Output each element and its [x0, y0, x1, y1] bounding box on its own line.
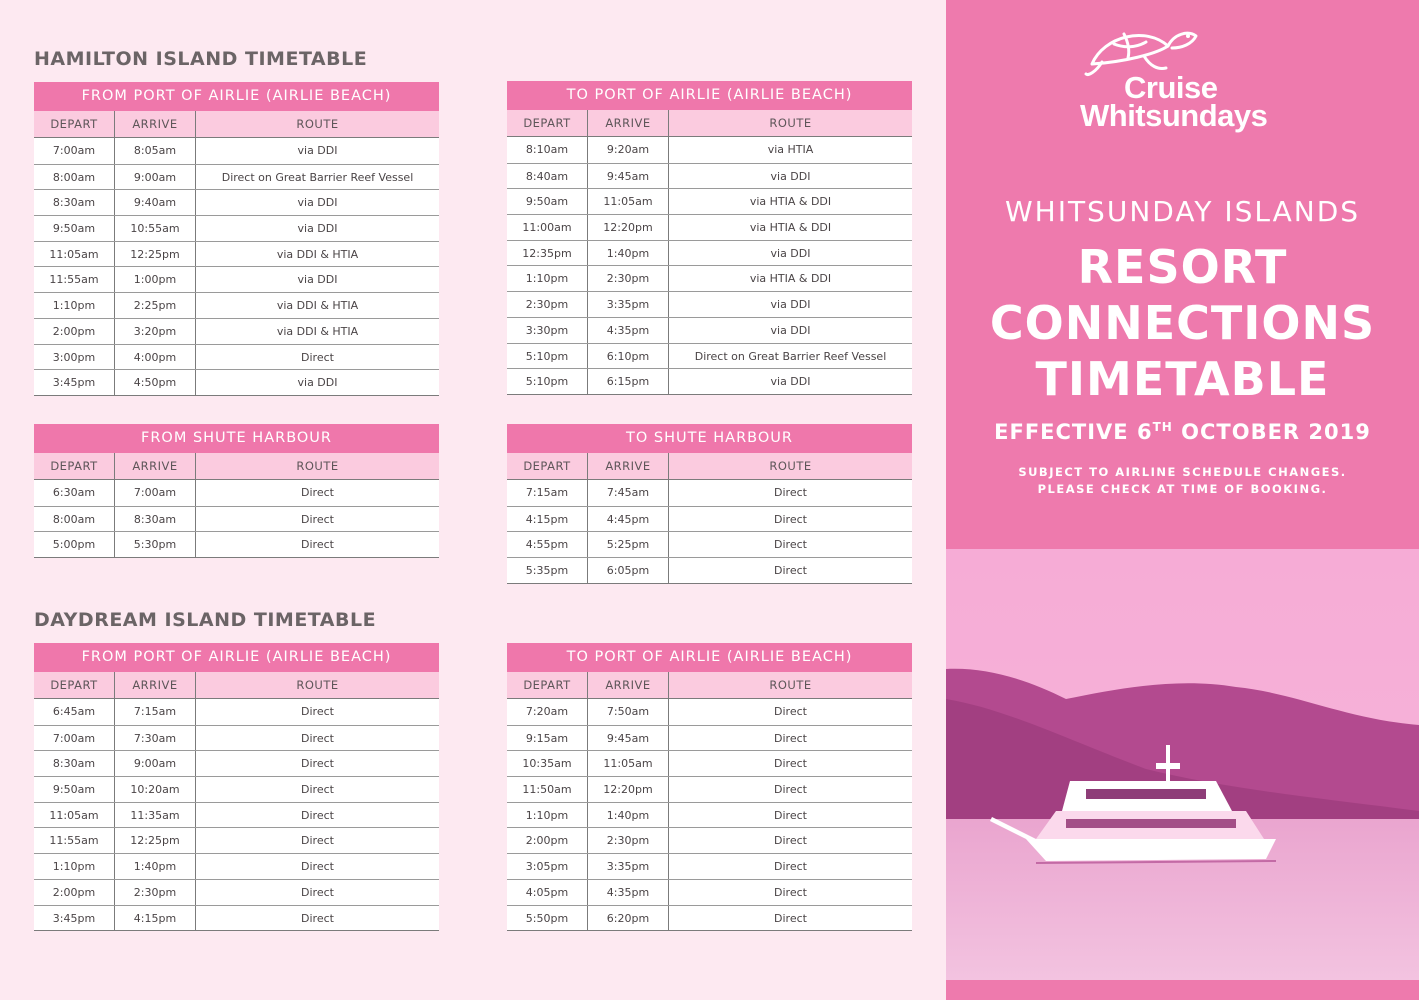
arrive-time: 3:20pm	[115, 319, 196, 344]
route-cell: Direct	[774, 564, 807, 578]
depart-time: 2:00pm	[34, 319, 115, 344]
table-row	[507, 317, 912, 343]
arrive-time: 1:40pm	[588, 241, 669, 266]
route-cell: via DDI	[297, 144, 338, 157]
table-row	[34, 506, 439, 532]
table-row	[34, 266, 439, 292]
route-cell: Direct	[301, 705, 334, 718]
table-row	[34, 531, 439, 557]
depart-time: 7:00am	[34, 138, 115, 164]
table-row	[507, 163, 912, 189]
table-row	[507, 506, 912, 532]
depart-time: 7:20am	[507, 699, 588, 725]
route-cell: Direct	[774, 885, 807, 899]
route-cell: Direct	[301, 911, 334, 925]
effective-sup: TH	[1152, 420, 1173, 434]
depart-time: 9:50am	[34, 777, 115, 802]
column-header-depart: DEPART	[34, 111, 115, 137]
table-heading: FROM PORT OF AIRLIE (AIRLIE BEACH)	[34, 82, 439, 111]
hamilton-title: HAMILTON ISLAND TIMETABLE	[34, 48, 368, 70]
cover-title-line1: RESORT	[1077, 240, 1288, 294]
route-cell: Direct	[774, 911, 807, 925]
table-row	[34, 189, 439, 215]
column-header-arrive: ARRIVE	[588, 672, 669, 698]
arrive-time: 9:45am	[588, 164, 669, 189]
table-heading: TO SHUTE HARBOUR	[507, 424, 912, 453]
table-heading: FROM SHUTE HARBOUR	[34, 424, 439, 453]
arrive-time: 9:00am	[115, 751, 196, 776]
table-heading: FROM PORT OF AIRLIE (AIRLIE BEACH)	[34, 643, 439, 672]
table-row	[507, 137, 912, 163]
hamilton-from-shute-table	[34, 424, 439, 558]
arrive-time: 4:00pm	[115, 345, 196, 370]
arrive-time: 1:40pm	[588, 803, 669, 828]
arrive-time: 4:35pm	[588, 880, 669, 905]
column-header-row	[34, 672, 439, 699]
table-row	[507, 699, 912, 725]
column-header-depart: DEPART	[507, 110, 588, 136]
table-row	[34, 776, 439, 802]
table-row	[507, 291, 912, 317]
depart-time: 5:10pm	[507, 344, 588, 369]
arrive-time: 11:05am	[588, 189, 669, 214]
column-header-route: ROUTE	[296, 678, 339, 692]
column-header-depart: DEPART	[34, 453, 115, 479]
arrive-time: 7:50am	[588, 699, 669, 725]
effective-prefix: EFFECTIVE 6	[994, 420, 1153, 444]
column-header-row	[507, 110, 912, 137]
table-row	[507, 188, 912, 214]
depart-time: 1:10pm	[507, 803, 588, 828]
depart-time: 11:55am	[34, 828, 115, 853]
route-cell: via DDI	[297, 376, 338, 390]
route-cell: Direct	[301, 834, 334, 848]
depart-time: 2:00pm	[507, 828, 588, 853]
column-header-arrive: ARRIVE	[588, 110, 669, 136]
route-cell: Direct	[774, 705, 807, 718]
table-row	[34, 725, 439, 751]
route-cell: Direct	[774, 731, 807, 745]
column-header-route: ROUTE	[296, 117, 339, 131]
bottom-strip	[946, 980, 1419, 1000]
arrive-time: 12:25pm	[115, 828, 196, 853]
arrive-time: 2:30pm	[588, 828, 669, 853]
route-cell: Direct	[301, 783, 334, 797]
depart-time: 11:00am	[507, 215, 588, 240]
depart-time: 11:50am	[507, 777, 588, 802]
depart-time: 5:00pm	[34, 532, 115, 557]
route-cell: Direct	[774, 486, 807, 499]
table-row	[34, 827, 439, 853]
depart-time: 4:05pm	[507, 880, 588, 905]
column-header-route: ROUTE	[296, 459, 339, 473]
table-row	[34, 292, 439, 318]
table-row	[507, 557, 912, 583]
table-row	[507, 214, 912, 240]
arrive-time: 8:30am	[115, 507, 196, 532]
cover-title-line2: CONNECTIONS	[989, 296, 1376, 350]
column-header-row	[507, 672, 912, 699]
depart-time: 1:10pm	[34, 293, 115, 318]
logo-word-cruise: Cruise	[1124, 70, 1218, 105]
column-header-depart: DEPART	[507, 672, 588, 698]
route-cell: via DDI	[770, 298, 811, 312]
arrive-time: 7:30am	[115, 726, 196, 751]
route-cell: Direct	[774, 783, 807, 797]
table-row	[34, 138, 439, 164]
depart-time: 11:55am	[34, 267, 115, 292]
daydream-title: DAYDREAM ISLAND TIMETABLE	[34, 609, 377, 631]
arrive-time: 10:55am	[115, 216, 196, 241]
route-cell: Direct	[774, 808, 807, 822]
depart-time: 2:00pm	[34, 880, 115, 905]
column-header-arrive: ARRIVE	[588, 453, 669, 479]
table-heading: TO PORT OF AIRLIE (AIRLIE BEACH)	[507, 81, 912, 110]
table-row	[507, 368, 912, 394]
route-cell: via HTIA & DDI	[749, 221, 832, 235]
arrive-time: 6:05pm	[588, 558, 669, 583]
arrive-time: 4:35pm	[588, 318, 669, 343]
arrive-time: 9:00am	[115, 165, 196, 190]
effective-date	[946, 420, 1419, 444]
arrive-time: 12:20pm	[588, 777, 669, 802]
depart-time: 9:15am	[507, 726, 588, 751]
depart-time: 9:50am	[507, 189, 588, 214]
table-row	[507, 750, 912, 776]
hamilton-from-airlie-table	[34, 82, 439, 396]
route-cell: via DDI	[297, 222, 338, 236]
table-row	[34, 905, 439, 931]
route-cell: Direct	[301, 757, 334, 771]
table-row	[507, 827, 912, 853]
cover-kicker: WHITSUNDAY ISLANDS	[1004, 195, 1361, 228]
route-cell: via DDI & HTIA	[276, 299, 359, 313]
table-row	[507, 531, 912, 557]
table-row	[34, 750, 439, 776]
route-cell: Direct	[301, 350, 334, 364]
route-cell: via HTIA & DDI	[749, 272, 832, 286]
depart-time: 9:50am	[34, 216, 115, 241]
route-cell: Direct	[301, 486, 334, 499]
cover-title-line3: TIMETABLE	[1035, 352, 1330, 406]
arrive-time: 2:25pm	[115, 293, 196, 318]
route-cell: Direct	[301, 731, 334, 745]
table-row	[34, 344, 439, 370]
depart-time: 3:00pm	[34, 345, 115, 370]
hamilton-to-shute-table	[507, 424, 912, 584]
route-cell: via DDI	[770, 169, 811, 183]
depart-time: 4:55pm	[507, 532, 588, 557]
cover-panel	[946, 0, 1419, 1000]
column-header-row	[34, 453, 439, 480]
depart-time: 11:05am	[34, 242, 115, 267]
table-row	[34, 480, 439, 506]
route-cell: via DDI	[297, 273, 338, 287]
arrive-time: 3:35pm	[588, 292, 669, 317]
depart-time: 3:45pm	[34, 906, 115, 931]
route-cell: via DDI	[770, 246, 811, 260]
route-cell: Direct	[774, 538, 807, 552]
column-header-depart: DEPART	[507, 453, 588, 479]
arrive-time: 10:20am	[115, 777, 196, 802]
depart-time: 7:00am	[34, 726, 115, 751]
depart-time: 7:15am	[507, 480, 588, 506]
effective-suffix: OCTOBER 2019	[1172, 420, 1371, 444]
arrive-time: 7:00am	[115, 480, 196, 506]
daydream-to-airlie-table	[507, 643, 912, 931]
table-row	[507, 776, 912, 802]
depart-time: 8:30am	[34, 190, 115, 215]
route-cell: via HTIA & DDI	[749, 195, 832, 209]
arrive-time: 4:45pm	[588, 507, 669, 532]
route-cell: Direct on Great Barrier Reef Vessel	[221, 170, 414, 184]
table-row	[507, 265, 912, 291]
depart-time: 8:10am	[507, 137, 588, 163]
daydream-from-airlie-table	[34, 643, 439, 931]
depart-time: 8:00am	[34, 165, 115, 190]
table-row	[34, 164, 439, 190]
arrive-time: 7:15am	[115, 699, 196, 725]
depart-time: 3:30pm	[507, 318, 588, 343]
column-header-arrive: ARRIVE	[115, 453, 196, 479]
depart-time: 8:00am	[34, 507, 115, 532]
column-header-arrive: ARRIVE	[115, 111, 196, 137]
brand-logo	[1076, 22, 1296, 142]
depart-time: 6:45am	[34, 699, 115, 725]
route-cell: via DDI	[770, 323, 811, 337]
depart-time: 8:30am	[34, 751, 115, 776]
arrive-time: 6:10pm	[588, 344, 669, 369]
column-header-row	[34, 111, 439, 138]
arrive-time: 8:05am	[115, 138, 196, 164]
route-cell: Direct	[301, 512, 334, 526]
column-header-row	[507, 453, 912, 480]
route-cell: Direct	[301, 808, 334, 822]
table-row	[34, 215, 439, 241]
arrive-time: 4:15pm	[115, 906, 196, 931]
table-row	[507, 853, 912, 879]
depart-time: 5:50pm	[507, 906, 588, 931]
schedule-note-line2: PLEASE CHECK AT TIME OF BOOKING.	[1037, 482, 1328, 496]
route-cell: via DDI & HTIA	[276, 247, 359, 261]
column-header-route: ROUTE	[769, 459, 812, 473]
table-heading: TO PORT OF AIRLIE (AIRLIE BEACH)	[507, 643, 912, 672]
arrive-time: 1:40pm	[115, 854, 196, 879]
depart-time: 5:10pm	[507, 369, 588, 394]
hamilton-to-airlie-table	[507, 81, 912, 395]
depart-time: 10:35am	[507, 751, 588, 776]
table-body	[507, 480, 912, 583]
arrive-time: 6:20pm	[588, 906, 669, 931]
arrive-time: 6:15pm	[588, 369, 669, 394]
table-body	[34, 480, 439, 557]
table-row	[34, 802, 439, 828]
depart-time: 1:10pm	[34, 854, 115, 879]
arrive-time: 9:45am	[588, 726, 669, 751]
arrive-time: 9:40am	[115, 190, 196, 215]
depart-time: 6:30am	[34, 480, 115, 506]
table-body	[34, 699, 439, 930]
route-cell: Direct	[301, 538, 334, 552]
route-cell: Direct on Great Barrier Reef Vessel	[694, 349, 887, 363]
table-row	[507, 480, 912, 506]
table-row	[507, 343, 912, 369]
table-body	[507, 699, 912, 930]
table-body	[507, 137, 912, 394]
route-cell: Direct	[774, 757, 807, 771]
depart-time: 8:40am	[507, 164, 588, 189]
arrive-time: 12:25pm	[115, 242, 196, 267]
route-cell: Direct	[774, 860, 807, 874]
table-row	[507, 725, 912, 751]
arrive-time: 1:00pm	[115, 267, 196, 292]
route-cell: Direct	[301, 885, 334, 899]
column-header-route: ROUTE	[769, 116, 812, 130]
arrive-time: 2:30pm	[588, 266, 669, 291]
table-row	[34, 853, 439, 879]
logo-word-whitsundays: Whitsundays	[1080, 98, 1268, 133]
route-cell: via DDI	[770, 375, 811, 389]
depart-time: 4:15pm	[507, 507, 588, 532]
depart-time: 2:30pm	[507, 292, 588, 317]
table-row	[34, 241, 439, 267]
schedule-note-line1: SUBJECT TO AIRLINE SCHEDULE CHANGES.	[1018, 465, 1347, 479]
table-row	[34, 369, 439, 395]
route-cell: Direct	[301, 860, 334, 874]
table-row	[507, 240, 912, 266]
table-row	[34, 879, 439, 905]
depart-time: 12:35pm	[507, 241, 588, 266]
arrive-time: 2:30pm	[115, 880, 196, 905]
arrive-time: 9:20am	[588, 137, 669, 163]
depart-time: 11:05am	[34, 803, 115, 828]
route-cell: via DDI	[297, 196, 338, 210]
depart-time: 5:35pm	[507, 558, 588, 583]
depart-time: 3:45pm	[34, 370, 115, 395]
arrive-time: 5:25pm	[588, 532, 669, 557]
table-row	[507, 802, 912, 828]
table-row	[34, 318, 439, 344]
route-cell: via DDI & HTIA	[276, 324, 359, 338]
depart-time: 1:10pm	[507, 266, 588, 291]
arrive-time: 3:35pm	[588, 854, 669, 879]
column-header-route: ROUTE	[769, 678, 812, 692]
vessel-photo	[946, 549, 1419, 980]
arrive-time: 5:30pm	[115, 532, 196, 557]
column-header-arrive: ARRIVE	[115, 672, 196, 698]
arrive-time: 12:20pm	[588, 215, 669, 240]
depart-time: 3:05pm	[507, 854, 588, 879]
route-cell: via HTIA	[767, 143, 814, 156]
arrive-time: 4:50pm	[115, 370, 196, 395]
table-row	[507, 879, 912, 905]
column-header-depart: DEPART	[34, 672, 115, 698]
arrive-time: 11:05am	[588, 751, 669, 776]
arrive-time: 7:45am	[588, 480, 669, 506]
arrive-time: 11:35am	[115, 803, 196, 828]
route-cell: Direct	[774, 834, 807, 848]
route-cell: Direct	[774, 512, 807, 526]
table-body	[34, 138, 439, 395]
table-row	[507, 905, 912, 931]
table-row	[34, 699, 439, 725]
